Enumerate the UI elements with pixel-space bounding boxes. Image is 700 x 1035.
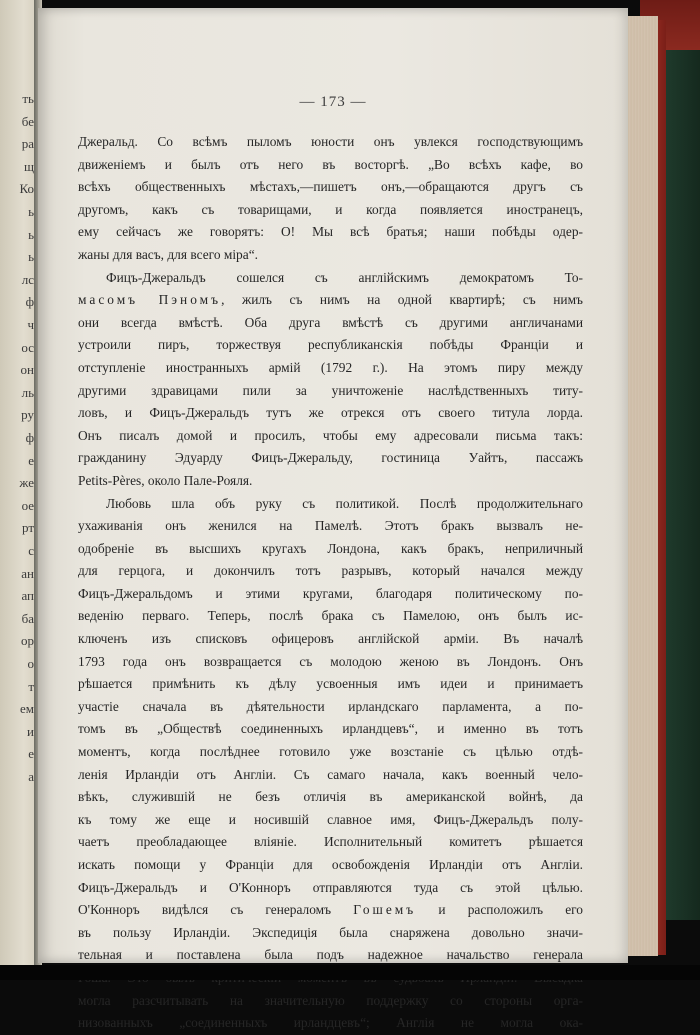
left-page-fragment: ь [28, 204, 34, 219]
text-line: одобреніе въ высшихъ кругахъ Лондона, какъ бракъ, неприличный [78, 540, 583, 556]
left-page-fragment: ое [21, 497, 34, 513]
text-line: Фицъ-Джеральдъ сошелся съ англійскимъ демократомъ То- [106, 269, 583, 285]
left-page-fragment: ф [25, 294, 34, 310]
text-line: моментъ, когда послѣднее готовило уже возстаніе съ цѣлью отдѣ- [78, 744, 583, 760]
text-line: 1793 года онъ возвращается съ молодою женою въ Лондонъ. Онъ [78, 653, 583, 669]
text-line: томъ въ „Обществѣ соединенныхъ ирландцевъ“, и именно въ тотъ [78, 721, 583, 737]
text-line: ухаживанія онъ женился на Памелѣ. Этотъ бракъ вызвалъ не- [78, 518, 583, 534]
left-page-fragment: рт [21, 520, 34, 536]
text-line: къ тому же еще и носившій славное имя, Фицъ-Джеральдъ полу- [78, 811, 583, 827]
left-page-fragment: бе [21, 113, 34, 129]
text-line: гражданину Эдуарду Фицъ-Джеральду, гостиница Уайтъ, пассажъ [78, 450, 583, 466]
text-line: ключенъ изъ списковъ офицеровъ англійской арміи. Въ началѣ [78, 631, 583, 647]
text-line: искать помощи у Франціи для освобожденія Ирландіи отъ Англіи. [78, 857, 583, 872]
left-page-fragment: щ [23, 158, 34, 174]
text-line: Онъ писалъ домой и просилъ, чтобы ему адресовали письма такъ: [78, 427, 583, 443]
book-page [38, 8, 628, 1031]
left-page-fragment: ор [21, 633, 34, 649]
left-page-fragment: ч [27, 317, 34, 332]
page-number: — 173 — [299, 94, 367, 110]
text-line: жаны для васъ, для всего міра“. [78, 246, 258, 262]
text-line: ловъ, и Фицъ-Джеральдъ тутъ же отрекся отъ своего титула лорда. [78, 405, 583, 421]
left-page-fragment: ру [21, 407, 34, 423]
left-page-fragment: е [28, 452, 34, 468]
left-page-fragment: ль [21, 384, 34, 400]
text-line: отступленіе иностранныхъ армій (1792 г.). На этомъ пиру между [78, 359, 583, 375]
left-page-fragment: он [20, 362, 34, 378]
left-page-fragment: ра [21, 136, 34, 152]
text-line: масомъ Пэномъ, жилъ съ нимъ на одной квартирѣ; съ нимъ [78, 292, 583, 308]
text-line: другими здравицами пили за уничтоженіе наслѣдственныхъ титу- [78, 382, 583, 398]
left-page-fragment: ть [22, 91, 34, 106]
text-line: для герцога, и докончилъ тотъ разрывъ, который начался между [78, 563, 583, 579]
left-facing-page [0, 0, 34, 965]
left-page-fragment: и [27, 723, 34, 739]
left-page-fragment: с [28, 543, 34, 558]
left-page-fragment: ь [28, 249, 34, 265]
text-line: О'Конноръ видѣлся съ генераломъ Гошемъ и расположилъ его [78, 902, 583, 918]
book-cover-edge [664, 50, 700, 920]
left-page-fragment: ем [20, 701, 34, 717]
left-page-fragment: ан [21, 565, 34, 581]
text-line: всѣхъ общественныхъ мѣстахъ,—пишетъ онъ,—обращаются другъ съ [78, 179, 583, 195]
text-line: участіе сначала въ дѣятельности ирландскаго парламента, а по- [78, 698, 583, 714]
text-line: Фицъ-Джеральдомъ и этими кругами, благодаря политическому по- [78, 585, 583, 601]
text-line: чаетъ преобладающее вліяніе. Исполнительный комитетъ рѣшается [78, 834, 583, 850]
page-block-edges [628, 16, 658, 956]
text-line: Фицъ-Джеральдъ и О'Конноръ отправляются туда съ этой цѣлью. [78, 879, 583, 895]
text-line: въ пользу Ирландіи. Экспедиція была снаряжена довольно значи- [78, 924, 583, 940]
text-line: тельная и поставлена была подъ надежное начальство генерала [78, 947, 583, 963]
text-line: устроили пиръ, торжествуя республиканскія побѣды Франціи и [78, 337, 583, 353]
text-line: веденію перваго. Теперь, послѣ брака съ Памелою, онъ былъ ис- [78, 608, 583, 624]
text-line: движеніемъ и былъ отъ него въ восторгѣ. „Во всѣхъ кафе, во [78, 156, 583, 172]
text-line: низованныхъ „соединенныхъ ирландцевъ“; Англія не могла ока- [78, 1015, 583, 1031]
text-line: могла разсчитывать на значительную поддержку со стороны орга- [78, 992, 583, 1008]
text-line: рѣшается примѣнить къ дѣлу усвоенныя имъ идеи и принимаетъ [78, 676, 583, 692]
left-page-fragment: ап [21, 588, 34, 604]
background-floor [0, 965, 700, 980]
text-line: другомъ, какъ съ товарищами, и когда появляется иностранецъ, [78, 201, 583, 217]
left-page-fragment: ь [28, 226, 34, 242]
left-page-fragment: е [28, 746, 34, 762]
text-line: Любовь шла объ руку съ политикой. Послѣ продолжительнаго [106, 495, 583, 511]
text-line: они всегда вмѣстѣ. Оба друга вмѣстѣ съ другими англичанами [78, 314, 583, 330]
text-line: ему сейчасъ же говорятъ: О! Мы всѣ братья; наши побѣды одер- [78, 224, 583, 240]
left-page-fragment: о [27, 656, 34, 671]
text-line: ленія Ирландіи отъ Англіи. Съ самаго начала, какъ военный чело- [78, 766, 583, 782]
page-text-body [78, 131, 583, 1035]
left-page-fragment: т [28, 678, 34, 694]
left-page-fragment: Ко [19, 181, 34, 197]
text-line: вѣкъ, служившій не безъ отличія въ американской войнѣ, да [78, 789, 583, 805]
text-line: Petits-Pères, около Пале-Рояля. [78, 472, 253, 488]
left-page-fragment: лс [21, 271, 34, 287]
left-page-fragment: а [28, 769, 34, 784]
left-page-fragment: ба [21, 610, 34, 626]
left-page-fragment: ос [21, 339, 34, 355]
left-page-fragment: же [19, 475, 34, 491]
left-page-fragment: ф [25, 430, 34, 445]
text-line: Джеральд. Со всѣмъ пыломъ юности онъ увлекся господствующимъ [78, 134, 583, 149]
